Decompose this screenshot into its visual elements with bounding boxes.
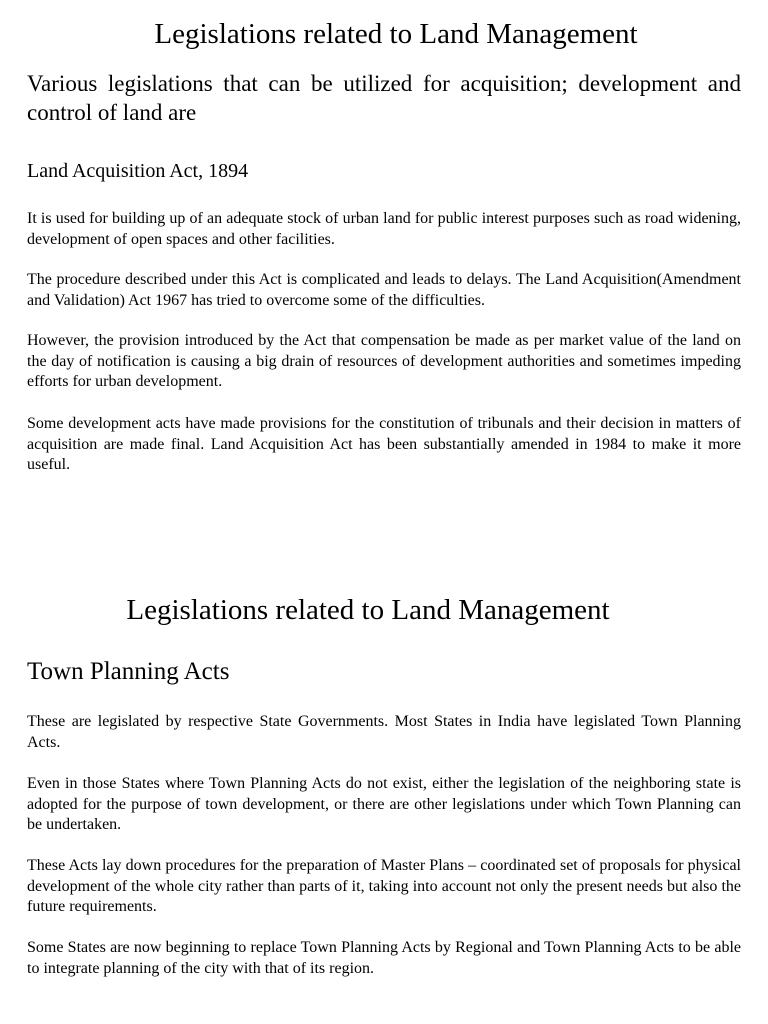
slide-intro: Various legislations that can be utilized for acquisition; development and control of land are bbox=[27, 71, 741, 125]
paragraph: Some development acts have made provisions for the constitution of tribunals and their decision in matters of acquisition are made final. Land Acquisition Act has been substantially amended in 1984 to make it more useful. bbox=[27, 415, 741, 474]
paragraph: These Acts lay down procedures for the preparation of Master Plans – coordinated set of proposals for physical development of the whole city rather than parts of it, taking into account not only the present needs but also the future requirements. bbox=[27, 857, 741, 916]
paragraph: Some States are now beginning to replace Town Planning Acts by Regional and Town Planning Acts to be able to integrate planning of the city with that of its region. bbox=[27, 939, 741, 977]
slide-land-acquisition bbox=[0, 0, 768, 500]
section-heading: Town Planning Acts bbox=[27, 658, 230, 685]
paragraph: Even in those States where Town Planning Acts do not exist, either the legislation of the neighboring state is adopted for the purpose of town development, or there are other legislations under which Town Planning can be undertaken. bbox=[27, 775, 741, 834]
paragraph: These are legislated by respective State Governments. Most States in India have legislated Town Planning Acts. bbox=[27, 713, 741, 751]
slide-town-planning bbox=[0, 575, 768, 1024]
paragraph: It is used for building up of an adequate stock of urban land for public interest purposes such as road widening, development of open spaces and other facilities. bbox=[27, 210, 741, 248]
paragraph: However, the provision introduced by the Act that compensation be made as per market value of the land on the day of notification is causing a big drain of resources of development authorities and sometimes impeding efforts for urban development. bbox=[27, 332, 741, 391]
paragraph: The procedure described under this Act is complicated and leads to delays. The Land Acquisition(Amendment and Validation) Act 1967 has tried to overcome some of the difficulties. bbox=[27, 271, 741, 309]
slide-title: Legislations related to Land Management bbox=[126, 594, 610, 626]
slide-title: Legislations related to Land Management bbox=[154, 18, 638, 50]
section-heading: Land Acquisition Act, 1894 bbox=[27, 160, 249, 182]
